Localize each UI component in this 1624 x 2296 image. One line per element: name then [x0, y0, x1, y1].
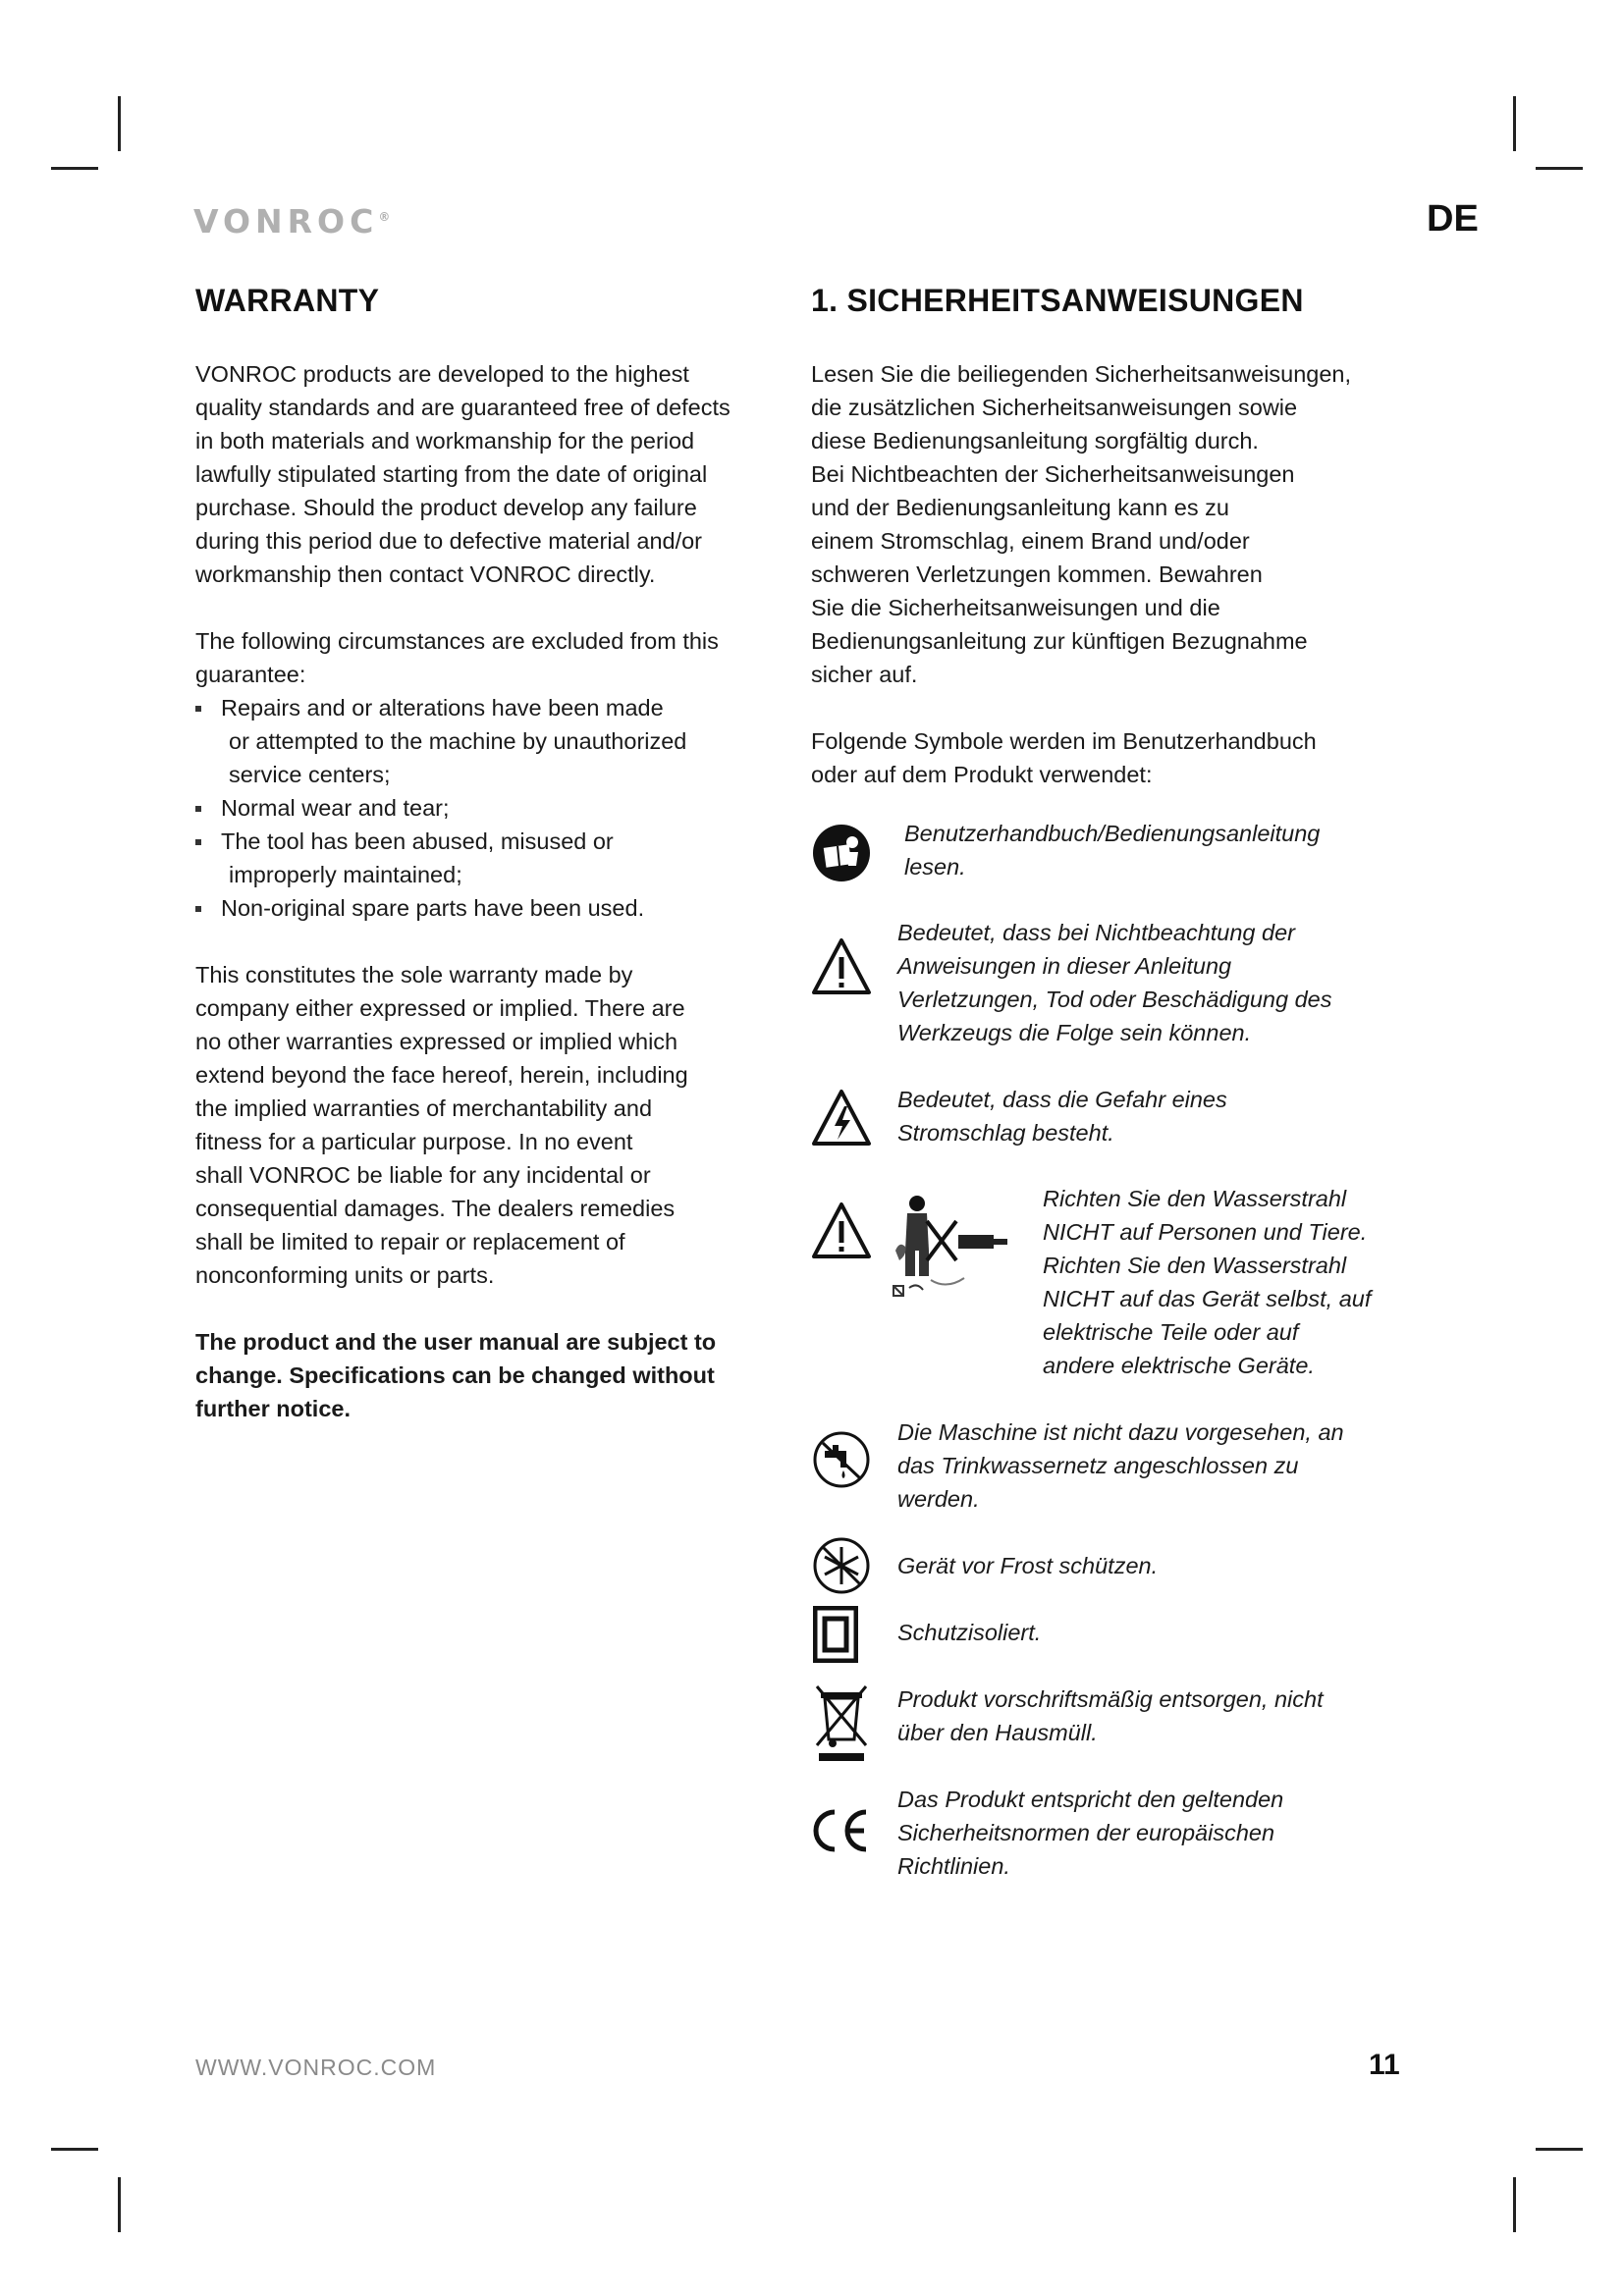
change-notice: The product and the user manual are subject to change. Specifications can be changed without further notice. [195, 1329, 717, 1421]
section-title: 1. SICHERHEITSANWEISUNGEN [811, 283, 1304, 318]
list-item: Normal wear and tear; [195, 791, 794, 825]
symbol-row: Bedeutet, dass bei Nichtbeachtung der Anweisungen in dieser Anleitung Verletzungen, Tod oder Beschädigung des Werkzeugs die Folge sein können. [811, 916, 1420, 1053]
crop-mark [1536, 2148, 1583, 2151]
list-item: The tool has been abused, misused or improperly maintained; [195, 825, 794, 891]
weee-bin-icon [811, 1682, 872, 1763]
language-code: DE [1427, 198, 1479, 240]
sole-warranty-paragraph: This constitutes the sole warranty made by company either expressed or implied. There are no other warranties expressed or implied which extend beyond the face hereof, herein, including the implied warranties of merchantability and fitness for a particular purpose. In no event shall VONROC be liable for any incidental or consequential damages. The dealers remedies shall be limited to repair or replacement of nonconforming units or parts. [195, 962, 688, 1288]
electric-shock-icon [811, 1089, 872, 1148]
symbol-row: Gerät vor Frost schützen. [811, 1549, 1420, 1608]
symbol-row: Benutzerhandbuch/Bedienungsanleitung lesen. [811, 817, 1420, 895]
symbol-row: Die Maschine ist nicht dazu vorgesehen, an das Trinkwassernetz angeschlossen zu werden. [811, 1415, 1420, 1523]
crop-mark [51, 167, 98, 170]
page-number: 11 [1369, 2049, 1400, 2081]
crop-mark [1513, 96, 1516, 151]
symbols-intro: Folgende Symbole werden im Benutzerhandbuch oder auf dem Produkt verwendet: [811, 728, 1317, 787]
crop-mark [118, 2177, 121, 2232]
safety-section [811, 281, 1410, 791]
crop-mark [1513, 2177, 1516, 2232]
list-item: Repairs and or alterations have been made or attempted to the machine by unauthorized service centers; [195, 691, 794, 791]
list-item: Non-original spare parts have been used. [195, 891, 794, 925]
symbol-row: Bedeutet, dass die Gefahr eines Stromschlag besteht. [811, 1083, 1420, 1161]
ce-mark-icon [807, 1806, 872, 1855]
symbol-row: Das Produkt entspricht den geltenden Sicherheitsnormen der europäischen Richtlinien. [811, 1783, 1420, 1891]
symbol-row: Produkt vorschriftsmäßig entsorgen, nicht über den Hausmüll. [811, 1682, 1420, 1771]
crop-mark [118, 96, 121, 151]
section-title: WARRANTY [195, 283, 380, 318]
frost-protect-icon [811, 1535, 872, 1596]
crop-mark [1536, 167, 1583, 170]
warranty-section [195, 281, 794, 1425]
read-manual-icon [811, 823, 872, 883]
footer-url: WWW.VONROC.COM [195, 2055, 437, 2080]
warning-icon [811, 1201, 872, 1260]
no-water-jet-icon [888, 1192, 1015, 1309]
warning-icon [811, 937, 872, 996]
symbol-row: Schutzisoliert. [811, 1616, 1420, 1675]
exclusions-intro: The following circumstances are excluded from this guarantee: [195, 628, 719, 687]
double-insulation-icon [813, 1606, 858, 1663]
warranty-paragraph: VONROC products are developed to the highest quality standards and are guaranteed free of defects in both materials and workmanship for the period lawfully stipulated starting from the date of original purchase. Should the product develop any failure during this period due to defective material and/or workmanship then contact VONROC directly. [195, 361, 731, 587]
no-drinking-water-icon [811, 1429, 872, 1490]
symbol-row: Richten Sie den Wasserstrahl NICHT auf Personen und Tiere. Richten Sie den Wasserstrahl NICHT auf das Gerät selbst, auf elektrische Teile oder auf andere elektrische Geräte. [811, 1182, 1420, 1388]
exclusions-list [195, 691, 794, 925]
crop-mark [51, 2148, 98, 2151]
brand-logo: VONROC® [193, 202, 391, 240]
safety-paragraph: Lesen Sie die beiliegenden Sicherheitsanweisungen, die zusätzlichen Sicherheitsanweisungen sowie diese Bedienungsanleitung sorgfältig durch. Bei Nichtbeachten der Sicherheitsanweisungen und der Bedienungsanleitung kann es zu einem Stromschlag, einem Brand und/oder schweren Verletzungen kommen. Bewahren Sie die Sicherheitsanweisungen und die Bedienungsanleitung zur künftigen Bezugnahme sicher auf. [811, 361, 1352, 687]
